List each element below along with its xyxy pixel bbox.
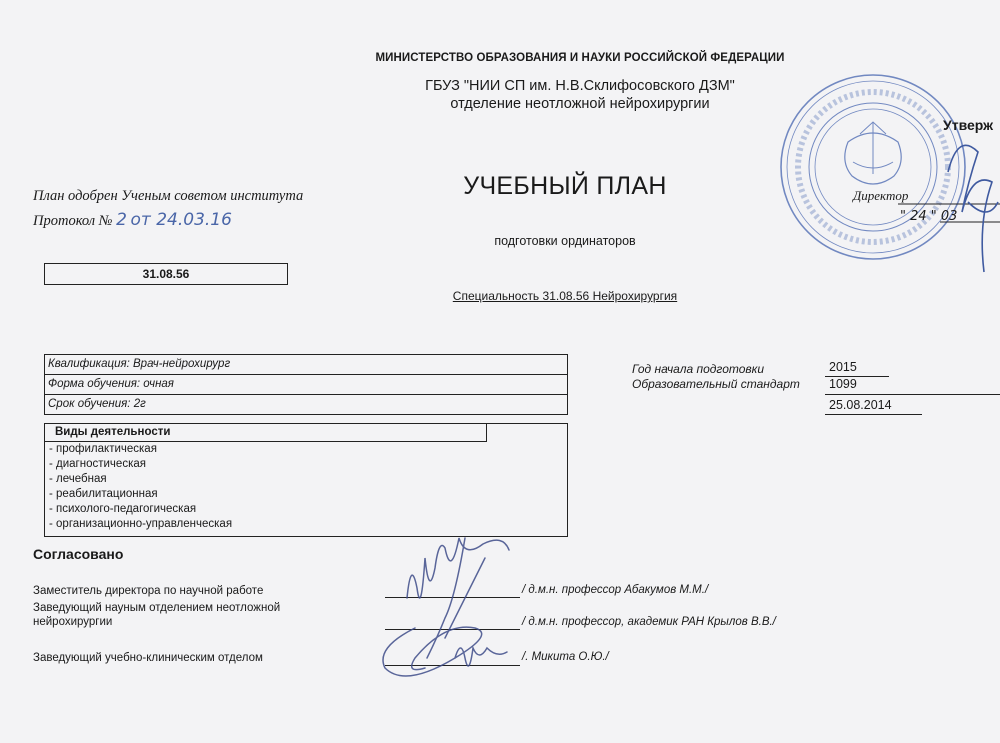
qualification-table xyxy=(44,354,568,415)
protocol-date: от 24.03.16 xyxy=(130,210,232,230)
approval-text: План одобрен Ученым советом института xyxy=(33,188,304,204)
activities-box xyxy=(44,423,568,537)
qualification-row: Квалификация: Врач-нейрохирург xyxy=(45,355,567,375)
document-title: УЧЕБНЫЙ ПЛАН xyxy=(463,172,667,200)
signer-position: Заместитель директора по научной работе xyxy=(33,585,264,597)
handwritten-signatures xyxy=(355,528,555,708)
signature-2 xyxy=(383,627,482,676)
standard-date: 25.08.2014 xyxy=(829,398,892,412)
standard-date-underline xyxy=(825,414,922,415)
document-subtitle: подготовки ординаторов xyxy=(494,234,636,248)
qualification-row: Срок обучения: 2г xyxy=(48,398,146,410)
signature-1 xyxy=(407,538,509,598)
start-year-label: Год начала подготовки xyxy=(632,362,764,376)
protocol-line xyxy=(33,210,232,230)
signer-name: / д.м.н. профессор Абакумов М.М./ xyxy=(522,584,709,596)
stamp-date: " 24 " 03 xyxy=(900,209,958,224)
protocol-number: 2 xyxy=(116,210,127,230)
start-year-value: 2015 xyxy=(829,360,857,374)
activity-item: - психолого-педагогическая xyxy=(49,503,197,515)
activity-item: - реабилитационная xyxy=(49,488,158,500)
ministry-name: МИНИСТЕРСТВО ОБРАЗОВАНИЯ И НАУКИ РОССИЙСКОЙ ФЕДЕРАЦИИ xyxy=(375,52,785,64)
activity-item: - организационно-управленческая xyxy=(49,518,233,530)
signer-position: Заведующий учебно-клиническим отделом xyxy=(33,652,263,664)
seal-eagle-lines xyxy=(853,122,893,174)
signer-name: / д.м.н. профессор, академик РАН Крылов В.В./ xyxy=(522,616,776,628)
specialty-code-box: 31.08.56 xyxy=(44,263,288,285)
agreed-title: Согласовано xyxy=(33,546,124,562)
signature-3 xyxy=(455,648,507,666)
signer-position: Заведующий науным отделением неотложной нейрохирургии xyxy=(33,602,281,628)
specialty-line: Специальность 31.08.56 Нейрохирургия xyxy=(452,289,678,303)
standard-value: 1099 xyxy=(829,377,857,391)
department-name: отделение неотложной нейрохирургии xyxy=(450,96,710,112)
standard-label: Образовательный стандарт xyxy=(632,377,800,391)
activity-item: - диагностическая xyxy=(49,458,146,470)
signer-name: /. Микита О.Ю./ xyxy=(522,651,609,663)
stamp-director-label: Директор xyxy=(853,188,909,203)
protocol-label: Протокол № xyxy=(33,213,113,229)
activity-item: - профилактическая xyxy=(49,443,157,455)
standard-underline xyxy=(825,394,1000,395)
activities-header: Виды деятельности xyxy=(44,424,487,442)
signature-1-strokes xyxy=(427,538,485,658)
activity-item: - лечебная xyxy=(49,473,107,485)
qualification-row: Форма обучения: очная xyxy=(45,375,567,395)
stamp-heading: Утверж xyxy=(943,117,994,133)
institution-name: ГБУЗ "НИИ СП им. Н.В.Склифосовского ДЗМ" xyxy=(425,78,735,94)
official-seal xyxy=(778,72,1000,312)
